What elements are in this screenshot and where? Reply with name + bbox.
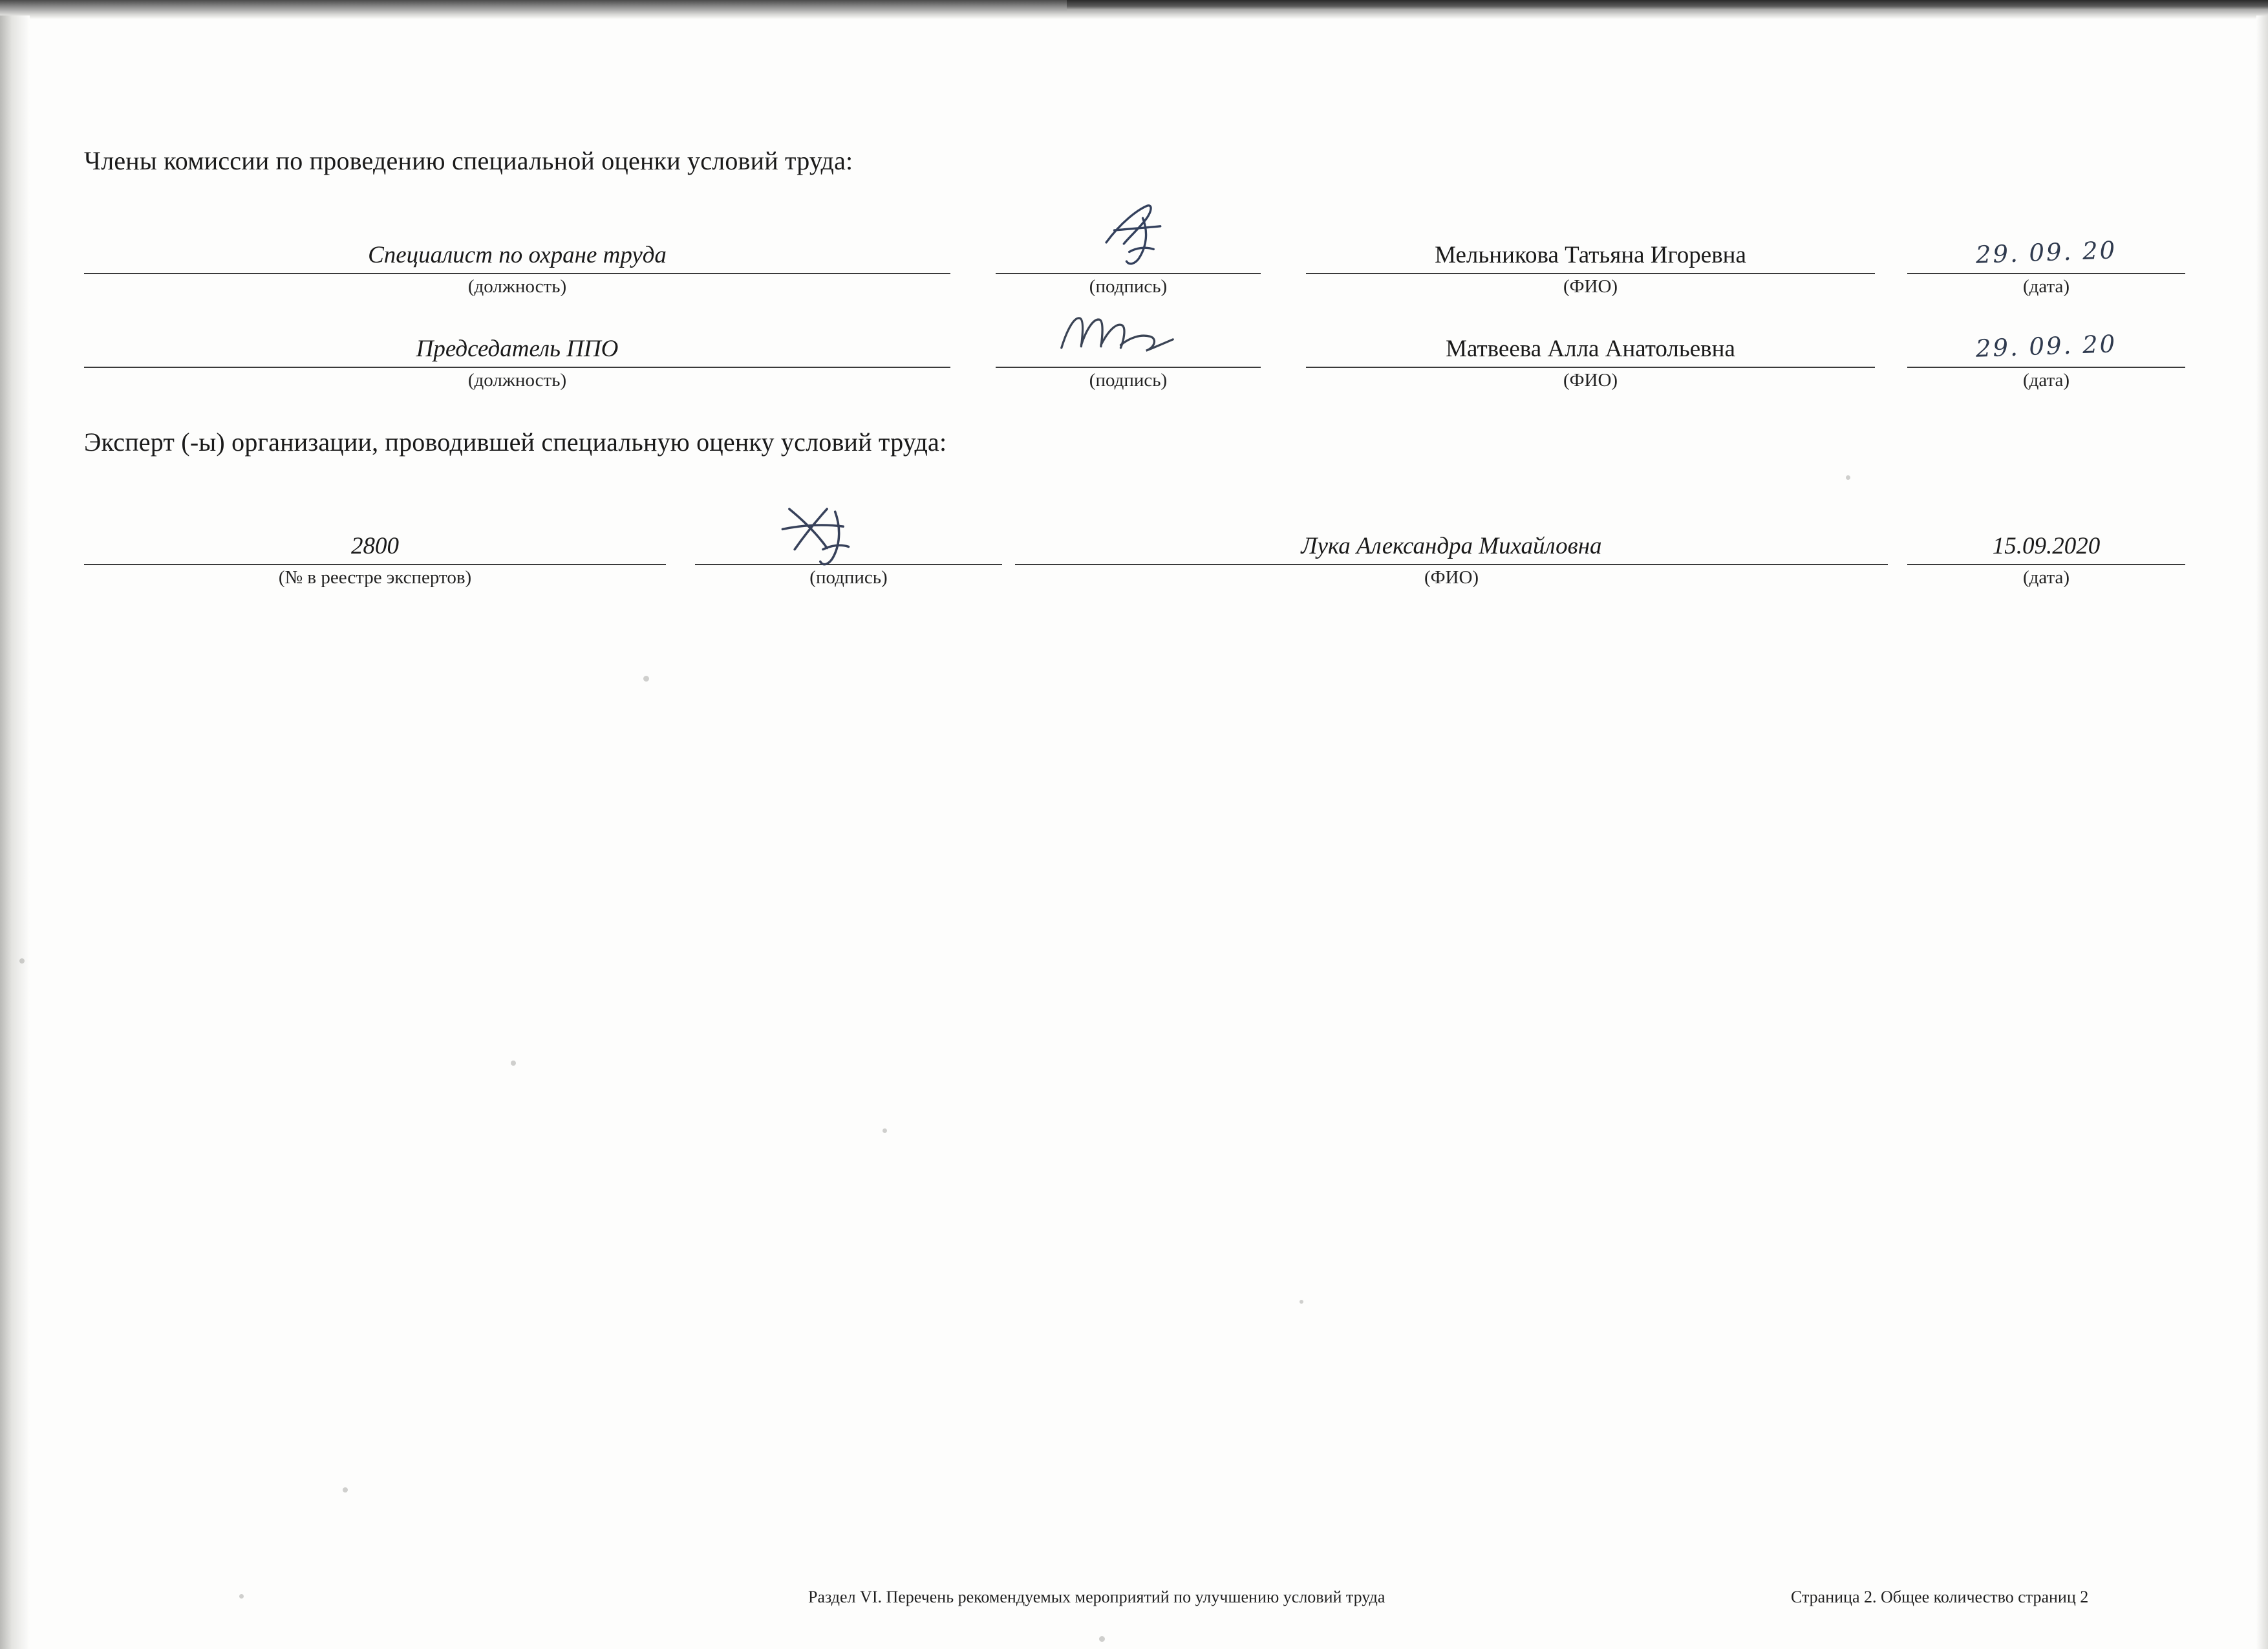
footer-section-note: Раздел VI. Перечень рекомендуемых мероприятий по улучшению условий труда: [808, 1588, 1385, 1606]
member-date-cell: [1907, 220, 2185, 297]
member-date-cell: [1907, 314, 2185, 391]
member-date-value: 29. 09. 20: [1975, 330, 2117, 363]
expert-date-cell: [1907, 511, 2185, 588]
member-position-caption: (должность): [467, 276, 567, 297]
expert-row: [0, 511, 2268, 588]
member-position-cell: [84, 220, 950, 297]
member-signature-cell: [996, 220, 1261, 297]
underline: [84, 564, 666, 565]
member-position-value: Председатель ППО: [416, 336, 619, 362]
expert-registry-value: 2800: [351, 533, 399, 559]
expert-date-caption: (дата): [2022, 567, 2070, 588]
handwritten-signature-icon: [1067, 199, 1203, 274]
member-signature-caption: (подпись): [1089, 276, 1168, 297]
underline: [1015, 564, 1888, 565]
handwritten-signature-icon: [1047, 301, 1203, 365]
member-date-value: 29. 09. 20: [1975, 236, 2117, 269]
expert-signature-cell: [695, 511, 1002, 588]
scan-speck: [1099, 1636, 1105, 1642]
expert-registry-caption: (№ в реестре экспертов): [278, 567, 472, 588]
scan-speck: [343, 1487, 348, 1493]
member-fio-value: Матвеева Алла Анатольевна: [1446, 336, 1735, 362]
member-position-cell: [84, 314, 950, 391]
expert-fio-value: Лука Александра Михайловна: [1301, 533, 1602, 559]
underline: [1907, 564, 2185, 565]
expert-registry-cell: [84, 511, 666, 588]
scan-speck: [883, 1128, 887, 1133]
member-fio-cell: [1306, 220, 1875, 297]
member-signature-caption: (подпись): [1089, 370, 1168, 391]
scan-speck: [1846, 475, 1850, 480]
member-fio-cell: [1306, 314, 1875, 391]
expert-heading: Эксперт (-ы) организации, проводившей специальную оценку условий труда:: [84, 427, 947, 457]
member-fio-caption: (ФИО): [1563, 276, 1618, 297]
scan-edge-shadow-top-right: [1067, 0, 2268, 10]
underline: [1907, 273, 2185, 274]
underline: [695, 564, 1002, 565]
scan-speck: [239, 1594, 244, 1599]
underline: [996, 273, 1261, 274]
footer-page-note: Страница 2. Общее количество страниц 2: [1791, 1588, 2089, 1606]
member-date-caption: (дата): [2022, 276, 2070, 297]
expert-fio-caption: (ФИО): [1424, 567, 1479, 588]
member-position-value: Специалист по охране труда: [368, 242, 667, 268]
commission-member-row: [0, 220, 2268, 297]
member-signature-cell: [996, 314, 1261, 391]
scan-speck: [1300, 1300, 1303, 1304]
underline: [84, 367, 950, 368]
scan-speck: [511, 1061, 516, 1066]
scan-speck: [19, 958, 25, 964]
member-fio-caption: (ФИО): [1563, 370, 1618, 391]
member-fio-value: Мельникова Татьяна Игоревна: [1435, 242, 1746, 268]
commission-member-row: [0, 314, 2268, 391]
expert-signature-caption: (подпись): [809, 567, 888, 588]
underline: [1306, 273, 1875, 274]
scan-speck: [643, 676, 649, 682]
expert-fio-cell: [1015, 511, 1888, 588]
handwritten-signature-icon: [763, 491, 902, 572]
expert-date-value: 15.09.2020: [1992, 533, 2101, 559]
underline: [1907, 367, 2185, 368]
member-date-caption: (дата): [2022, 370, 2070, 391]
underline: [84, 273, 950, 274]
commission-heading: Члены комиссии по проведению специальной оценки условий труда:: [84, 146, 853, 175]
underline: [1306, 367, 1875, 368]
underline: [996, 367, 1261, 368]
member-position-caption: (должность): [467, 370, 567, 391]
